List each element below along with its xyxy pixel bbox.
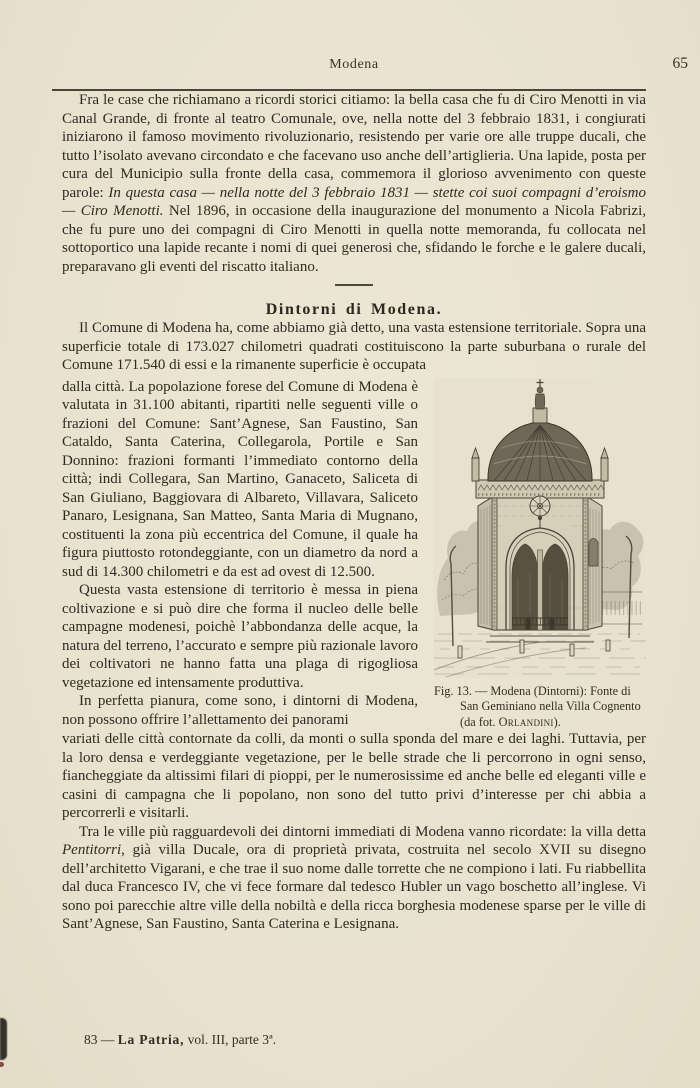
page-footer xyxy=(84,1032,276,1048)
side-niche xyxy=(589,538,598,566)
scan-artifact xyxy=(0,1018,7,1060)
caption-text: ). xyxy=(553,714,561,729)
text-run: Nel 1896, in occasione della inaugurazione del monumento a Nicola Fabrizi, che fu pure uno dei compagni di Ciro Menotti in quella notte memoranda, fu collocata nel sottoportico una lapide recante i nomi di quei generosi che, sfidando le forche e le galere ducali, preparavano gli eventi del riscatto italiano. xyxy=(62,203,646,275)
volume-info: vol. III, parte 3ª. xyxy=(184,1032,277,1047)
book-title: La Patria, xyxy=(117,1032,185,1047)
text-block xyxy=(62,55,688,934)
rose-window xyxy=(530,496,550,516)
caption-photographer: Orlandini xyxy=(498,714,554,729)
paragraph-pianura-continuation: variati delle città contornate da colli, da monti o sulla sponda del mare e dei laghi. Tuttavia, per la loro densa e verdeggiante vegetazione, per le belle strade che li percorrono in ogni senso, fiancheggiate da altissimi filari di pioppi, per le numerosissime ed anche belle ed eleganti ville e casini di campagna che li popolano, non sono del tutto privi d’interesse per chi abbia a percorrerli e visitarli. xyxy=(62,731,646,821)
figure-caption xyxy=(434,684,646,731)
section-heading: Dintorni di Modena. xyxy=(265,301,443,318)
scan-artifact-dot xyxy=(0,1062,4,1067)
villa-name: Pentitorri xyxy=(62,842,122,858)
paragraph-ciro-menotti xyxy=(62,91,646,276)
narrow-text-column xyxy=(62,378,418,730)
figure-13 xyxy=(434,378,646,731)
text-figure-row xyxy=(62,378,646,731)
text-run: , già villa Ducale, ora di proprietà privata, costruita nel secolo XVII su disegno dell’architetto Vigarani, e che trae il suo nome dalle torrette che ne compiono i lati. Fu riabbellita dal duca Francesco IV, che vi fece formare dal tedesco Hubler un vago boschetto all’inglese. Vi sono poi parecchie altre ville della nobiltà e della ricca borghesia modenese sparse per le ville di Sant’Agnese, San Faustino, Santa Caterina e Lesignana. xyxy=(62,842,646,932)
section-divider xyxy=(335,284,373,286)
paragraph-ville-ragguardevoli xyxy=(62,823,646,934)
page-number: 65 xyxy=(672,55,688,72)
running-title: Modena xyxy=(329,57,379,72)
text-run: Fra le case che richiamano a ricordi storici citiamo: la bella casa che fu di Ciro Menotti in via Canal Grande, di fronte al teatro Comunale, ove, nella notte del 3 febbraio 1831, i congiurati iniziarono il famoso movimento rivoluzionario, resistendo per varie ore alle truppe ducali, che tutto l’isolato avevano circondato e che facevano uso anche dell’artiglieria. Una lapide, posta per cura del Municipio sulla fronte della casa, commemora il glorioso avvenimento con queste parole: xyxy=(62,92,646,201)
caption-text: Fig. 13. — Modena (Dintorni): Fonte di San Geminiano nella Villa Cognento (da fot. xyxy=(434,683,641,729)
paragraph-territorio: Questa vasta estensione di territorio è messa in piena coltivazione e si può dire che forma il nucleo delle belle campagne modenesi, poichè l’abbondanza delle acque, la natura del terreno, l’accurato e sempre più razionale lavoro dei coltivatori ne hanno fatta una plaga di rigogliosa vegetazione ed intensamente produttiva. xyxy=(62,582,418,691)
engraving-illustration xyxy=(434,378,646,678)
paragraph-pianura-start: In perfetta pianura, come sono, i dintorni di Modena, non possono offrire l’allettamento dei panorami xyxy=(62,693,418,728)
frieze-band xyxy=(476,480,604,498)
signature-number: 83 — xyxy=(84,1032,118,1047)
paragraph-comune-continuation: dalla città. La popolazione forese del Comune di Modena è valutata in 31.100 abitanti, ripartiti nelle seguenti ville o frazioni del Comune: Sant’Agnese, San Faustino, San Cataldo, Santa Caterina, Collegarola, Portile e San Donnino: frazioni formanti l’immediato contorno della città; indi Collegara, San Martino, Ganaceto, Saliceta di San Giuliano, Baggiovara di Albareto, Villavara, Saliceto Panaro, Lesignana, San Matteo, Santa Maria di Mugnano, costituenti la zona più eccentrica del Comune, il quale ha figura piuttosto rotondeggiante, con un diametro da nord a sud di 14.300 chilometri e da est ad ovest di 12.500. xyxy=(62,378,418,580)
engraving-fonte-san-geminiano xyxy=(434,378,646,678)
header-rule xyxy=(52,89,646,91)
page-header xyxy=(62,55,688,75)
inscription-quote: In questa casa — nella notte del 3 febbraio 1831 — stette coi suoi compagni d’eroismo — Ciro Menotti. xyxy=(62,184,646,219)
text-run: Tra le ville più ragguardevoli dei dintorni immediati di Modena vanno ricordate: la villa detta xyxy=(79,823,646,840)
paragraph-comune-intro: Il Comune di Modena ha, come abbiamo già detto, una vasta estensione territoriale. Sopra una superficie totale di 173.027 chilometri quadrati costituiscono la parte suburbana o rurale del Comune 171.540 di essi e la rimanente superficie è occupata xyxy=(62,320,646,373)
